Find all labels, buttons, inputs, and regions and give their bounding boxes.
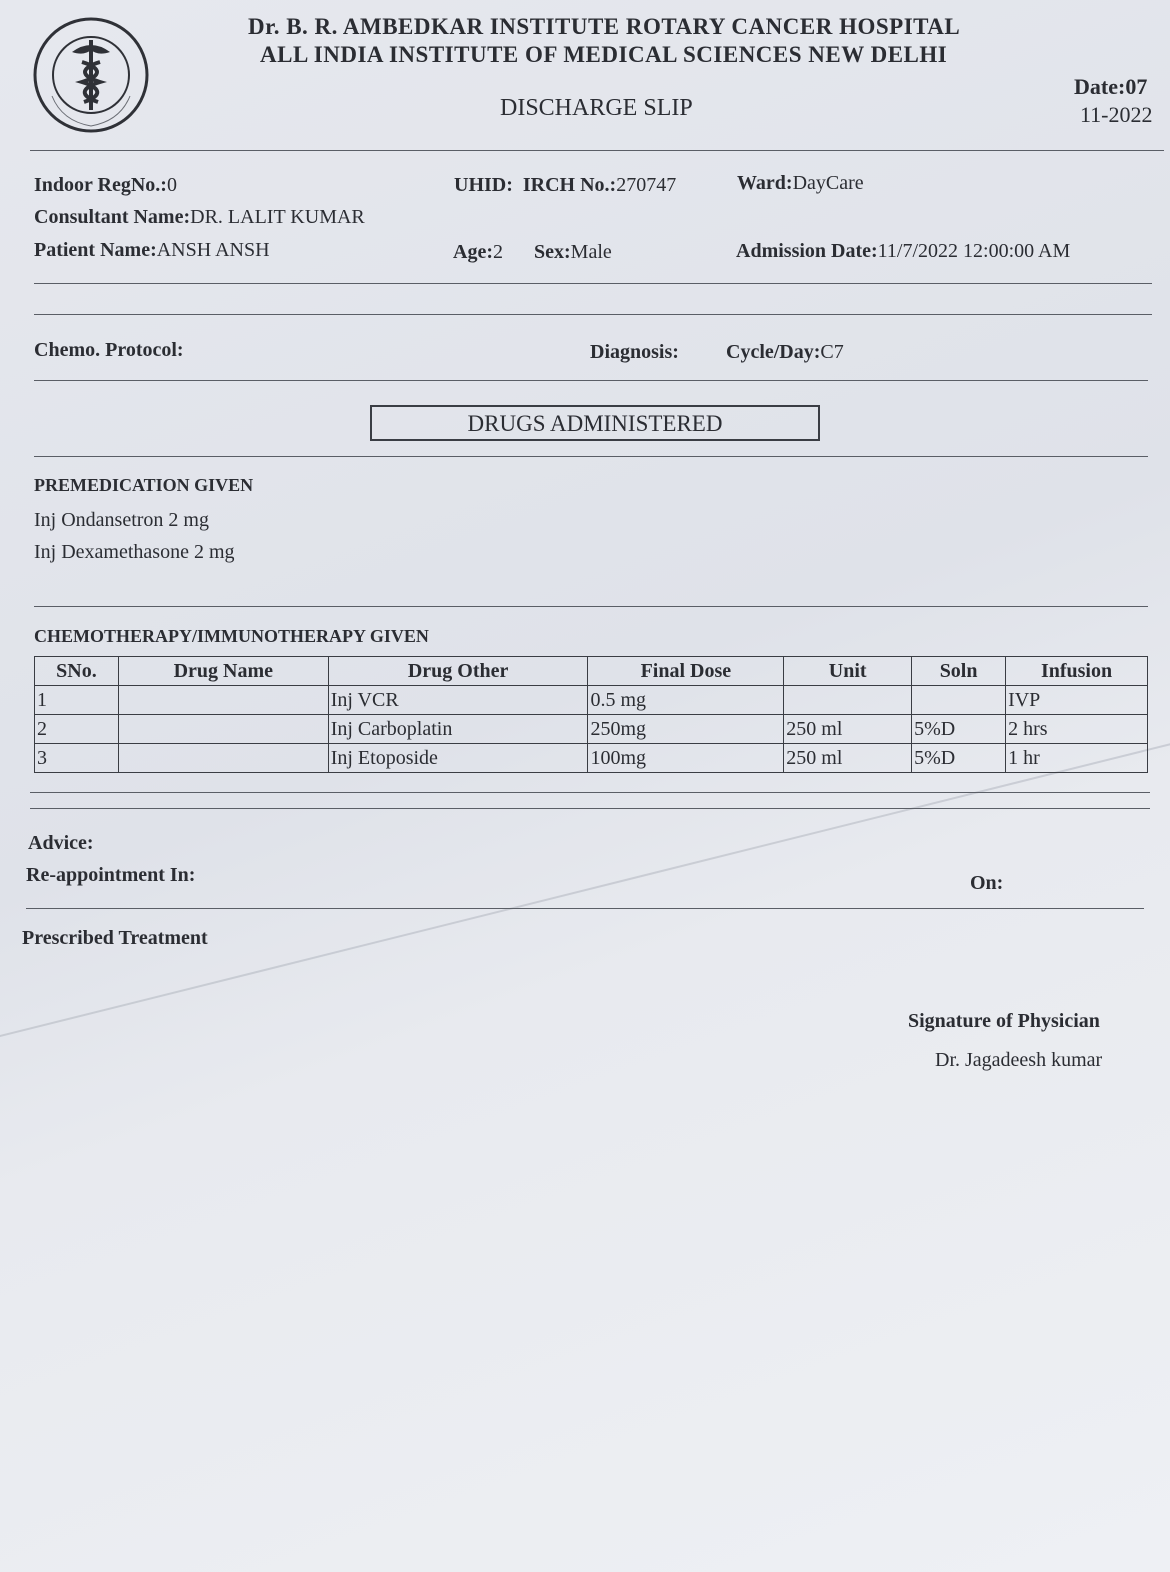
column-header: Final Dose [588,657,784,686]
admission-date-label: Admission Date: [736,240,878,262]
drug-other-cell: Inj Etoposide [328,744,588,773]
page-title: DISCHARGE SLIP [500,95,693,121]
divider [34,606,1148,607]
divider [34,283,1152,284]
diagnosis-label: Diagnosis: [590,341,679,363]
admission-date-field [736,240,1070,263]
drug-other-cell: Inj Carboplatin [328,715,588,744]
premedication-item: Inj Dexamethasone 2 mg [34,541,235,563]
consultant-field [34,206,365,229]
divider [30,808,1150,809]
ward-field [737,172,864,195]
sno-cell: 1 [35,686,119,715]
age-label: Age: [453,241,493,263]
age-field [453,241,503,264]
column-header: Drug Other [328,657,588,686]
prescribed-treatment-label: Prescribed Treatment [22,927,208,949]
divider [30,792,1150,793]
soln-cell: 5%D [912,715,1006,744]
column-header: Soln [912,657,1006,686]
age-value: 2 [492,241,503,263]
uhid-label: UHID: [454,174,513,196]
unit-cell: 250 ml [784,744,912,773]
reg-no-value: 0 [166,174,177,196]
soln-cell: 5%D [912,744,1006,773]
advice-label: Advice: [28,832,94,854]
institute-name: ALL INDIA INSTITUTE OF MEDICAL SCIENCES NEW DELHI [260,42,948,67]
premedication-item: Inj Ondansetron 2 mg [34,509,209,531]
date-value-part2: 11-2022 [1080,102,1153,127]
final-dose-cell: 0.5 mg [588,686,784,715]
date-field [1074,74,1147,100]
premedication-heading: PREMEDICATION GIVEN [34,475,254,495]
final-dose-cell: 250mg [588,715,784,744]
divider [34,456,1148,457]
ward-value: DayCare [792,172,864,194]
divider [34,380,1148,381]
patient-name-field [34,239,270,262]
patient-name-value: ANSH ANSH [156,239,270,261]
divider [34,314,1152,315]
table-row [35,744,1148,773]
drugs-administered-title: DRUGS ADMINISTERED [370,405,820,441]
reg-no-field [34,174,177,197]
ward-label: Ward: [737,172,793,194]
drug-name-cell [118,686,328,715]
sex-label: Sex: [534,241,571,263]
table-header-row [35,657,1148,686]
consultant-value: DR. LALIT KUMAR [190,206,365,228]
column-header: Unit [784,657,912,686]
table-row [35,715,1148,744]
chemotherapy-heading: CHEMOTHERAPY/IMMUNOTHERAPY GIVEN [34,626,429,646]
hospital-name: Dr. B. R. AMBEDKAR INSTITUTE ROTARY CANCER HOSPITAL [248,14,961,39]
on-label: On: [970,872,1004,894]
sno-cell: 2 [35,715,119,744]
admission-date-value: 11/7/2022 12:00:00 AM [877,240,1071,262]
divider [30,150,1164,151]
signature-label: Signature of Physician [908,1010,1100,1032]
cycle-day-value: C7 [820,341,844,363]
infusion-cell: 1 hr [1006,744,1148,773]
chemotherapy-table [34,656,1148,773]
unit-cell: 250 ml [784,715,912,744]
date-value-part1: 07 [1125,74,1148,99]
infusion-cell: 2 hrs [1006,715,1148,744]
infusion-cell: IVP [1006,686,1148,715]
divider [26,908,1144,909]
cycle-day-field [726,341,844,364]
column-header: Infusion [1006,657,1148,686]
reappointment-label: Re-appointment In: [26,864,196,886]
unit-cell [784,686,912,715]
physician-name: Dr. Jagadeesh kumar [935,1049,1103,1071]
uhid-field [454,174,676,197]
chemo-protocol-label: Chemo. Protocol: [34,339,184,361]
sex-value: Male [570,241,612,263]
date-label: Date: [1074,74,1126,99]
drug-name-cell [118,715,328,744]
soln-cell [912,686,1006,715]
irch-label: IRCH No.: [522,174,617,196]
final-dose-cell: 100mg [588,744,784,773]
aiims-logo [32,16,150,134]
column-header: SNo. [35,657,119,686]
sno-cell: 3 [35,744,119,773]
drug-other-cell: Inj VCR [328,686,588,715]
column-header: Drug Name [118,657,328,686]
cycle-day-label: Cycle/Day: [726,341,821,363]
patient-name-label: Patient Name: [34,239,157,261]
table-row [35,686,1148,715]
sex-field [534,241,612,264]
consultant-label: Consultant Name: [34,206,191,228]
irch-value: 270747 [616,174,677,196]
reg-no-label: Indoor RegNo.: [34,174,167,196]
drug-name-cell [118,744,328,773]
